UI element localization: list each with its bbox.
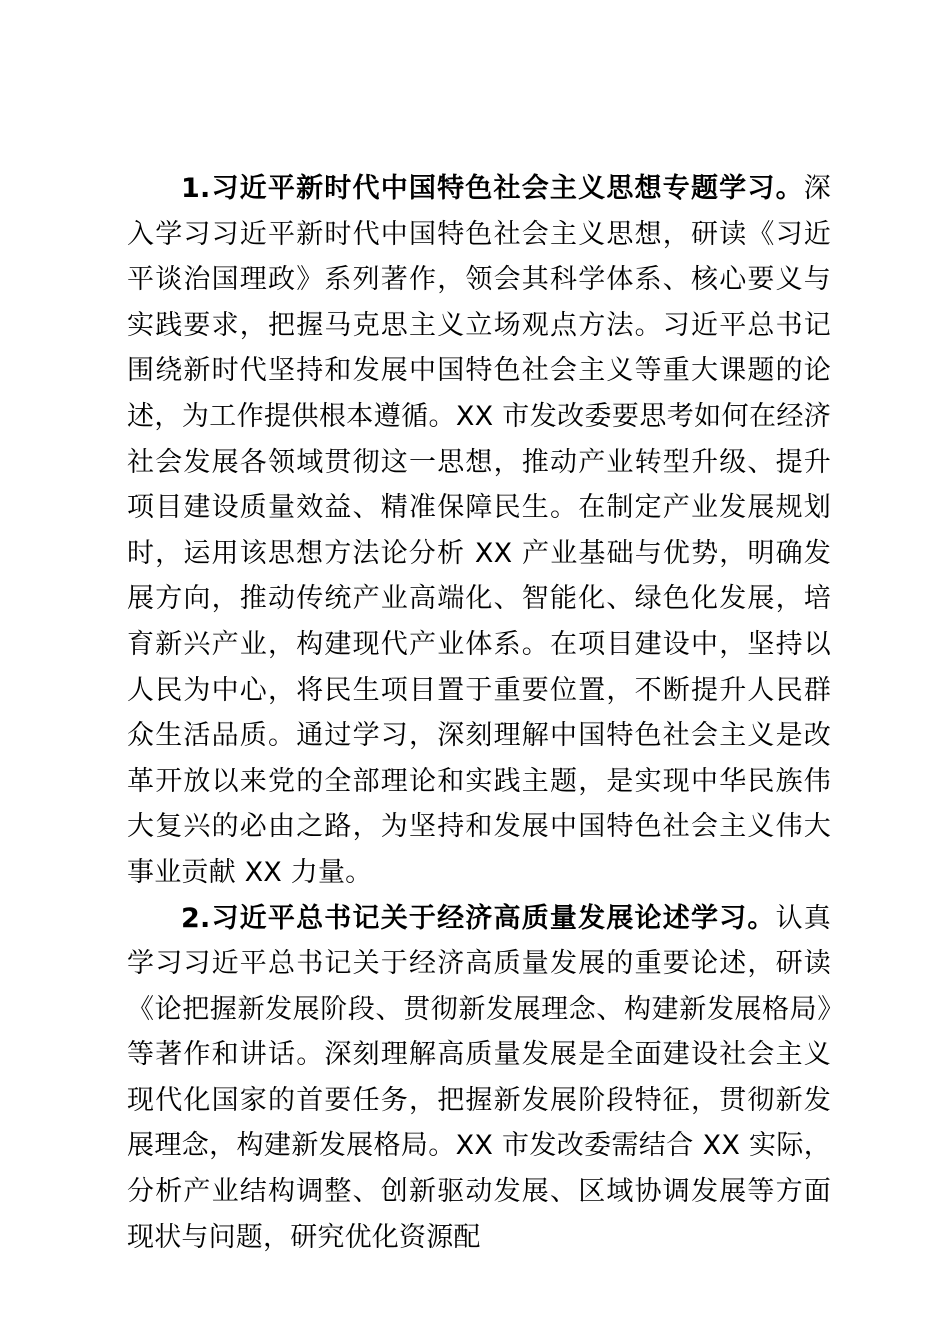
document-body (127, 166, 831, 1260)
paragraph-2-heading: 2.习近平总书记关于经济高质量发展论述学习。 (181, 902, 776, 934)
paragraph-1 (127, 166, 831, 896)
paragraph-2 (127, 896, 831, 1261)
paragraph-1-body: 深入学习习近平新时代中国特色社会主义思想，研读《习近平谈治国理政》系列著作，领会其科学体系、核心要义与实践要求，把握马克思主义立场观点方法。习近平总书记围绕新时代坚持和发展中国特色社会主义等重大课题的论述，为工作提供根本遵循。XX 市发改委要思考如何在经济社会发展各领域贯彻这一思想，推动产业转型升级、提升项目建设质量效益、精准保障民生。在制定产业发展规划时，运用该思想方法论分析 XX 产业基础与优势，明确发展方向，推动传统产业高端化、智能化、绿色化发展，培育新兴产业，构建现代产业体系。在项目建设中，坚持以人民为中心，将民生项目置于重要位置，不断提升人民群众生活品质。通过学习，深刻理解中国特色社会主义是改革开放以来党的全部理论和实践主题，是实现中华民族伟大复兴的必由之路，为坚持和发展中国特色社会主义伟大事业贡献 XX 力量。 (127, 173, 831, 888)
paragraph-1-heading: 1.习近平新时代中国特色社会主义思想专题学习。 (181, 173, 804, 204)
paragraph-2-body: 认真学习习近平总书记关于经济高质量发展的重要论述，研读《论把握新发展阶段、贯彻新发展理念、构建新发展格局》等著作和讲话。深刻理解高质量发展是全面建设社会主义现代化国家的首要任务，把握新发展阶段特征，贯彻新发展理念，构建新发展格局。XX 市发改委需结合 XX 实际，分析产业结构调整、创新驱动发展、区域协调发展等方面现状与问题，研究优化资源配 (127, 902, 831, 1253)
